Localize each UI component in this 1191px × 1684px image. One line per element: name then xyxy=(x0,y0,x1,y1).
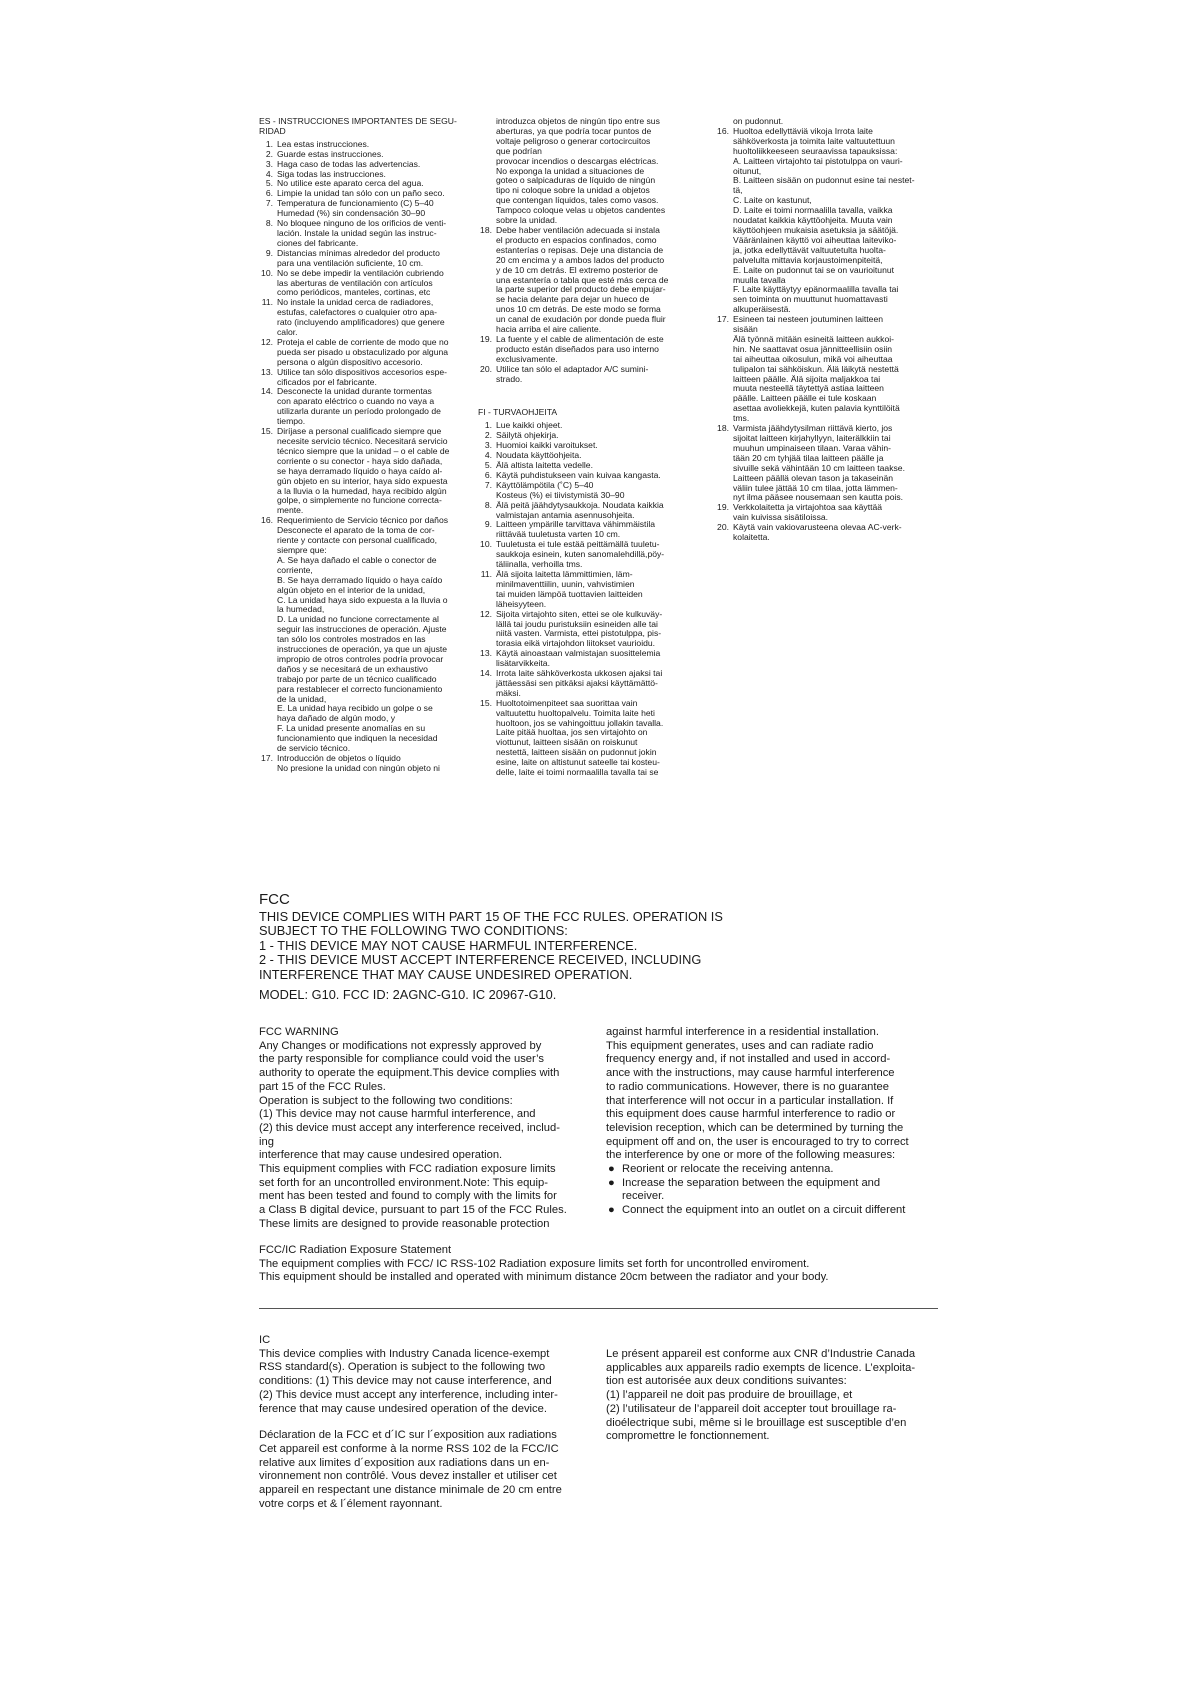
item-number: 1. xyxy=(265,138,273,149)
item-text: Sijoita virtajohto siten, ettei se ole kulkuväy- lällä tai joudu puristuksiin esineiden alle tai niitä vasten. Varmista, ettei pistotulppa, pis- torasia eikä virtajohdon liitokset vaurioidu. xyxy=(496,608,663,649)
list-item xyxy=(478,365,696,385)
item-number: 20. xyxy=(717,522,729,533)
fi-item-15-continuation: on pudonnut. xyxy=(733,116,784,126)
item-number: 8. xyxy=(484,499,492,510)
item-text: Älä altista laitetta vedelle. xyxy=(496,460,593,470)
item-text: Desconecte la unidad durante tormentas con aparato eléctrico o cuando no vaya a utilizarla durante un período prolongado de tiempo. xyxy=(277,386,441,427)
item-text: Verkkolaitetta ja virtajohtoa saa käyttää vain kuivissa sisätiloissa. xyxy=(733,502,883,523)
item-number: 15. xyxy=(480,697,492,708)
item-text: Limpie la unidad tan sólo con un paño seco. xyxy=(277,188,445,199)
ic-french-paragraph: Le présent appareil est conforme aux CNR d’Industrie Canada applicables aux appareils radio exempts de licence. L’exploita- tion est autorisée aux deux conditions suivantes: (1) l’appareil ne doit pas produire de brouillage, et (2) l’utilisateur de l’appareil doit accepter tout brouillage ra- dioélectrique subi, même si le brouillage est susceptible d’en compromettre le fonctionnement. xyxy=(606,1348,916,1443)
fcc-warning-left xyxy=(259,1026,594,1232)
list-item xyxy=(606,1163,940,1177)
fcc-line: THIS DEVICE COMPLIES WITH PART 15 OF THE FCC RULES. OPERATION IS xyxy=(259,908,723,924)
item-number: 16. xyxy=(717,125,729,136)
item-text: Huoltoa edellyttäviä vikoja Irrota laite sähköverkosta ja toimita laite valtuutettuun huoltoliikkeeseen seuraavissa tapauksissa: A. Laitteen virtajohto tai pistotulppa on vauri- oitunut, B. Laitteen sisään on pudonnut esine tai nestet- tä, C. Laite on kastunut, D. Laite ei toimi normaalilla tavalla, vaikka noudatat kaikkia käyttöohjeita. Muuta vain käyttöohjeen mukaisia asetuksia ja säätöjä. Vääränlainen käyttö voi aiheuttaa laiteviko- ja, jotka edellyttävät valtuutetulta huolta- palvelulta mittavia korjaustoimenpiteitä, E. Laite on pudonnut tai se on vaurioitunut muulla tavalla F. Laite käyttäytyy epänormaalilla tavalla tai sen toiminta on muuttunut huomattavasti alkuperäisestä. xyxy=(733,125,915,315)
item-text: Guarde estas instrucciones. xyxy=(277,148,384,159)
item-text: Tuuletusta ei tule estää peittämällä tuuletu- saukkoja esinein, kuten sanomalehdillä,pöy- täliinalla, verhoilla tms. xyxy=(496,539,665,570)
list-item xyxy=(715,127,932,315)
fcc-warning-right xyxy=(606,1026,940,1218)
item-number: 18. xyxy=(480,224,492,235)
list-item xyxy=(478,520,696,540)
item-number: 7. xyxy=(484,479,492,490)
radiation-exposure-statement xyxy=(259,1244,949,1285)
es-section-title: ES - INSTRUCCIONES IMPORTANTES DE SEGU- RIDAD xyxy=(259,116,457,136)
item-number: 14. xyxy=(480,668,492,679)
fcc-line: INTERFERENCE THAT MAY CAUSE UNDESIRED OPERATION. xyxy=(259,966,633,982)
item-text: Huomioi kaikki varoitukset. xyxy=(496,440,598,451)
bullet-text: Increase the separation between the equipment and receiver. xyxy=(622,1176,881,1203)
item-text: Käytä ainoastaan valmistajan suosittelemia lisätarvikkeita. xyxy=(496,648,661,669)
ic-right xyxy=(606,1348,940,1444)
list-item xyxy=(259,368,477,388)
fcc-warning-title: FCC WARNING xyxy=(259,1026,339,1038)
item-text: Debe haber ventilación adecuada si instala el producto en espacios confinados, como estanterías o repisas. Deje una distancia de 20 cm encima y a ambos lados del producto y de 10 cm detrás. El extremo posterior de una estantería o tabla que esté más cerca de la parte superior del producto debe empujar- se hacia delante para dejar un hueco de unos 10 cm detrás. De este modo se forma un canal de exudación por donde pueda fluir hacia arriba el aire caliente. xyxy=(496,224,669,335)
fcc-line: 2 - THIS DEVICE MUST ACCEPT INTERFERENCE RECEIVED, INCLUDING xyxy=(259,952,702,967)
item-number: 3. xyxy=(484,440,492,451)
list-item xyxy=(606,1204,940,1218)
item-text: Lea estas instrucciones. xyxy=(277,138,370,149)
list-item xyxy=(259,516,477,754)
ic-radiation-french-paragraph: Déclaration de la FCC et d´IC sur l´exposition aux radiations Cet appareil est conforme à la norme RSS 102 de la FCC/IC relative aux limites d´exposition aux radiations dans un en- vironnement non contrôlé. Vous devez installer et utiliser cet appareil en respectant une distance minimale de 20 cm entre votre corps et & l´élement rayonnant. xyxy=(259,1429,562,1510)
list-item xyxy=(715,424,932,503)
item-number: 7. xyxy=(265,198,273,209)
fi-list xyxy=(478,421,696,778)
list-item xyxy=(715,503,932,523)
item-number: 9. xyxy=(265,247,273,258)
item-number: 19. xyxy=(480,333,492,344)
item-text: Esineen tai nesteen joutuminen laitteen sisään Älä työnnä mitään esineitä laitteen aukkoi- hin. Ne saattavat osua jännitteellisiin osiin tai aiheuttaa oikosulun, mikä voi aiheuttaa tulipalon tai sähköiskun. Älä läikytä nestettä laitteen päälle. Älä sijoita maljakkoa tai muuta nesteellä täytettyä astiaa laitteen päälle. Laitteen päälle ei tule koskaan asettaa avoliekkejä, kuten palavia kynttilöitä tms. xyxy=(733,314,900,424)
item-text: Varmista jäähdytysilman riittävä kierto, jos sijoitat laitteen kirjahyllyyn, laiterälkkiin tai muuhun umpinaiseen tilaan. Varaa vähin- tään 20 cm tyhjää tilaa laitteen päälle ja sivuille sekä vähintään 10 cm laitteen taakse. Laitteen päällä olevan tason ja takaseinän väliin tulee jättää 10 cm tilaa, jotta lämmen- nyt ilma pääsee nousemaan sen kautta pois. xyxy=(733,423,905,503)
fcc-warning-text: Any Changes or modifications not expressly approved by the party responsible for compliance could void the user’s authority to operate the equipment.This device complies with part 15 of the FCC Rules. Operation is subject to the following two conditions: (1) This device may not cause harmful interference, and (2) this device must accept any interference received, includ- ing interference that may cause undesired operation. This equipment complies with FCC radiation exposure limits set forth for an uncontrolled environment.Note: This equip- ment has been tested and found to comply with the limits for a Class B digital device, pursuant to part 15 of the FCC Rules. These limits are designed to provide reasonable protection xyxy=(259,1039,567,1230)
es-fi-column-2 xyxy=(478,117,696,778)
item-number: 5. xyxy=(484,460,492,470)
list-item xyxy=(259,298,477,338)
list-item xyxy=(478,570,696,610)
ic-english-paragraph: This device complies with Industry Canada licence-exempt RSS standard(s). Operation is subject to the following two conditions: (1) This device may not cause interference, and (2) This device must accept any interference, including inter- ference that may cause undesired operation of the device. xyxy=(259,1347,558,1415)
item-number: 3. xyxy=(265,158,273,169)
ic-title: IC xyxy=(259,1334,271,1346)
fcc-line: 1 - THIS DEVICE MAY NOT CAUSE HARMFUL INTERFERENCE. xyxy=(259,937,638,953)
item-number: 10. xyxy=(480,539,492,550)
item-number: 10. xyxy=(261,267,273,278)
model-id-line: MODEL: G10. FCC ID: 2AGNC-G10. IC 20967-G10. xyxy=(259,987,557,1002)
item-text: Noudata käyttöohjeita. xyxy=(496,450,582,461)
item-number: 8. xyxy=(265,218,273,229)
list-item xyxy=(715,523,932,543)
bullet-icon: ● xyxy=(608,1204,615,1217)
item-text: Irrota laite sähköverkosta ukkosen ajaksi tai jättäessäsi sen pitkäksi ajaksi käyttämättö- mäksi. xyxy=(496,668,663,698)
fcc-lines xyxy=(259,910,959,983)
item-number: 5. xyxy=(265,178,273,189)
bullet-text: Reorient or relocate the receiving antenna. xyxy=(622,1163,834,1176)
item-number: 6. xyxy=(265,188,273,199)
item-text: Requerimiento de Servicio técnico por daños Desconecte el aparato de la toma de cor- riente y contacte con personal cualificado, siempre que: A. Se haya dañado el cable o conector de corriente, B. Se haya derramado líquido o haya caído algún objeto en el interior de la unidad, C. La unidad haya sido expuesta a la lluvia o la humedad, D. La unidad no funcione correctamente al seguir las instrucciones de operación. Ajuste tan sólo los controles mostrados en las instrucciones de operación, ya que un ajuste impropio de otros controles podría provocar daños y se necesitará de un exhaustivo trabajo por parte de un técnico cualificado para restablecer el correcto funcionamiento de la unidad, E. La unidad haya recibido un golpe o se haya dañado de algún modo, y F. La unidad presente anomalías en su funcionamiento que indiquen la necesidad de servicio técnico. xyxy=(277,515,449,754)
list-item xyxy=(259,387,477,427)
fcc-title: FCC xyxy=(259,891,290,908)
radiation-line: This equipment should be installed and operated with minimum distance 20cm between the radiator and your body. xyxy=(259,1271,829,1284)
fi-column-3 xyxy=(715,117,932,543)
bullet-icon: ● xyxy=(608,1176,615,1189)
item-number: 9. xyxy=(484,519,492,530)
item-text: Käytä puhdistukseen vain kuivaa kangasta. xyxy=(496,469,661,480)
fi-list-continued xyxy=(715,127,932,543)
ic-left xyxy=(259,1334,594,1511)
list-item xyxy=(478,335,696,365)
item-text: Temperatura de funcionamiento (C) 5–40 Humedad (%) sin condensación 30–90 xyxy=(277,198,434,219)
item-text: Distancias mínimas alrededor del producto para una ventilación suficiente, 10 cm. xyxy=(277,247,440,268)
item-number: 11. xyxy=(480,568,492,579)
item-number: 18. xyxy=(717,423,729,434)
item-text: Introducción de objetos o líquido No presione la unidad con ningún objeto ni xyxy=(277,753,440,773)
list-item xyxy=(606,1177,940,1204)
list-item xyxy=(259,249,477,269)
list-item xyxy=(478,699,696,778)
list-item xyxy=(478,540,696,570)
list-item xyxy=(715,315,932,424)
es-list-continued xyxy=(478,226,696,385)
item-text: Utilice tan sólo dispositivos accesorios espe- cificados por el fabricante. xyxy=(277,366,448,387)
item-number: 14. xyxy=(261,386,273,397)
item-text: No bloquee ninguno de los orificios de venti- lación. Instale la unidad según las instruc- ciones del fabricante. xyxy=(277,218,447,248)
radiation-title: FCC/IC Radiation Exposure Statement xyxy=(259,1244,452,1256)
bullet-text: Connect the equipment into an outlet on a circuit different xyxy=(622,1204,906,1217)
es-list xyxy=(259,140,477,774)
item-text: Diríjase a personal cualificado siempre que necesite servicio técnico. Necesitará servicio técnico siempre que la unidad – o el cable de corriente o su conector - haya sido dañada, se haya derramado líquido o haya caído al- gún objeto en su interior, haya sido expuesta a la lluvia o la humedad, haya recibido algún golpe, o simplemente no funcione correcta- mente. xyxy=(277,426,450,516)
fcc-measures-list xyxy=(606,1163,940,1218)
fcc-statement xyxy=(259,893,959,1003)
list-item xyxy=(259,269,477,299)
item-text: Utilice tan sólo el adaptador A/C sumini- strado. xyxy=(496,363,649,384)
item-text: Proteja el cable de corriente de modo que no pueda ser pisado u obstaculizado por alguna persona o algún dispositivo accesorio. xyxy=(277,336,449,367)
fcc-line: SUBJECT TO THE FOLLOWING TWO CONDITIONS: xyxy=(259,923,568,938)
list-item xyxy=(259,199,477,219)
item-text: Huoltotoimenpiteet saa suorittaa vain valtuutettu huoltopalvelu. Toimita laite heti huoltoon, jos se vahingoittuu jollakin tavalla. Laite pitää huoltaa, jos sen virtajohto on viottunut, laitteen sisään on roiskunut nestettä, laitteen sisään on pudonnut jokin esine, laite on altistunut sateelle tai kosteu- delle, laite ei toimi normaalilla tavalla tai se xyxy=(496,697,664,778)
list-item xyxy=(259,754,477,774)
item-number: 12. xyxy=(480,608,492,619)
item-number: 20. xyxy=(480,363,492,374)
radiation-line: The equipment complies with FCC/ IC RSS-102 Radiation exposure limits set forth for uncontrolled enviroment. xyxy=(259,1257,810,1270)
item-number: 2. xyxy=(265,148,273,159)
item-number: 2. xyxy=(484,430,492,441)
item-text: Käytä vain vakiovarusteena olevaa AC-verk- kolaitetta. xyxy=(733,522,902,543)
item-number: 17. xyxy=(261,753,273,763)
item-number: 15. xyxy=(261,426,273,437)
list-item xyxy=(478,481,696,501)
item-text: No se debe impedir la ventilación cubriendo las aberturas de ventilación con artículos como periódicos, manteles, cortinas, etc xyxy=(277,267,444,298)
item-text: Siga todas las instrucciones. xyxy=(277,168,386,179)
item-number: 13. xyxy=(261,366,273,377)
list-item xyxy=(478,501,696,521)
item-number: 4. xyxy=(265,168,273,179)
item-text: No utilice este aparato cerca del agua. xyxy=(277,178,424,189)
item-number: 13. xyxy=(480,648,492,659)
item-text: Älä peitä jäähdytysaukkoja. Noudata kaikkia valmistajan antamia asennusohjeita. xyxy=(496,499,664,520)
section-divider xyxy=(259,1308,938,1309)
item-text: Haga caso de todas las advertencias. xyxy=(277,158,421,169)
list-item xyxy=(259,219,477,249)
item-number: 4. xyxy=(484,450,492,461)
fcc-warning-text-continued: against harmful interference in a residential installation. This equipment generates, uses and can radiate radio frequency energy and, if not installed and used in accord- ance with the instructions, may cause harmful interference to radio communications. However, there is no guarantee that interference will not occur in a particular installation. If this equipment does cause harmful interference to radio or television reception, which can be determined by turning the equipment off and on, the user is encouraged to try to correct the interference by one or more of the following measures: xyxy=(606,1026,909,1162)
list-item xyxy=(478,226,696,335)
item-text: Lue kaikki ohjeet. xyxy=(496,420,563,431)
item-text: Käyttölämpötila (˚C) 5–40 Kosteus (%) ei tiivistymistä 30–90 xyxy=(496,479,625,500)
es-item-17-continuation: introduzca objetos de ningún tipo entre sus aberturas, ya que podría tocar puntos de voltaje peligroso o generar cortocircuitos que podrían provocar incendios o descargas eléctricas. No exponga la unidad a situaciones de goteo o salpicaduras de líquido de ningún tipo ni coloque sobre la unidad a objetos que contengan líquidos, tales como vasos. Tampoco coloque velas u objetos candentes sobre la unidad. xyxy=(496,116,666,226)
item-number: 6. xyxy=(484,469,492,480)
bullet-icon: ● xyxy=(608,1163,615,1176)
item-number: 16. xyxy=(261,515,273,526)
list-item xyxy=(478,649,696,669)
list-item xyxy=(259,338,477,368)
item-text: La fuente y el cable de alimentación de este producto están diseñados para uso interno exclusivamente. xyxy=(496,333,664,364)
item-text: Älä sijoita laitetta lämmittimien, läm- minilmaventtiilin, uunin, vahvistimien tai muiden lämpöä tuottavien laitteiden läheisyyteen. xyxy=(496,568,643,609)
item-text: Säilytä ohjekirja. xyxy=(496,430,559,441)
item-text: No instale la unidad cerca de radiadores, estufas, calefactores o cualquier otro apa- rato (incluyendo amplificadores) que genere calor. xyxy=(277,297,445,338)
list-item xyxy=(259,427,477,516)
fi-section-title: FI - TURVAOHJEITA xyxy=(478,407,558,418)
item-number: 1. xyxy=(484,420,492,431)
item-text: Laitteen ympärille tarvittava vähimmäistila riittävää tuuletusta varten 10 cm. xyxy=(496,519,656,540)
item-number: 11. xyxy=(261,297,273,308)
item-number: 17. xyxy=(717,314,729,325)
item-number: 19. xyxy=(717,502,729,513)
item-number: 12. xyxy=(261,336,273,347)
list-item xyxy=(478,669,696,699)
list-item xyxy=(478,610,696,650)
es-column-1 xyxy=(259,117,477,774)
